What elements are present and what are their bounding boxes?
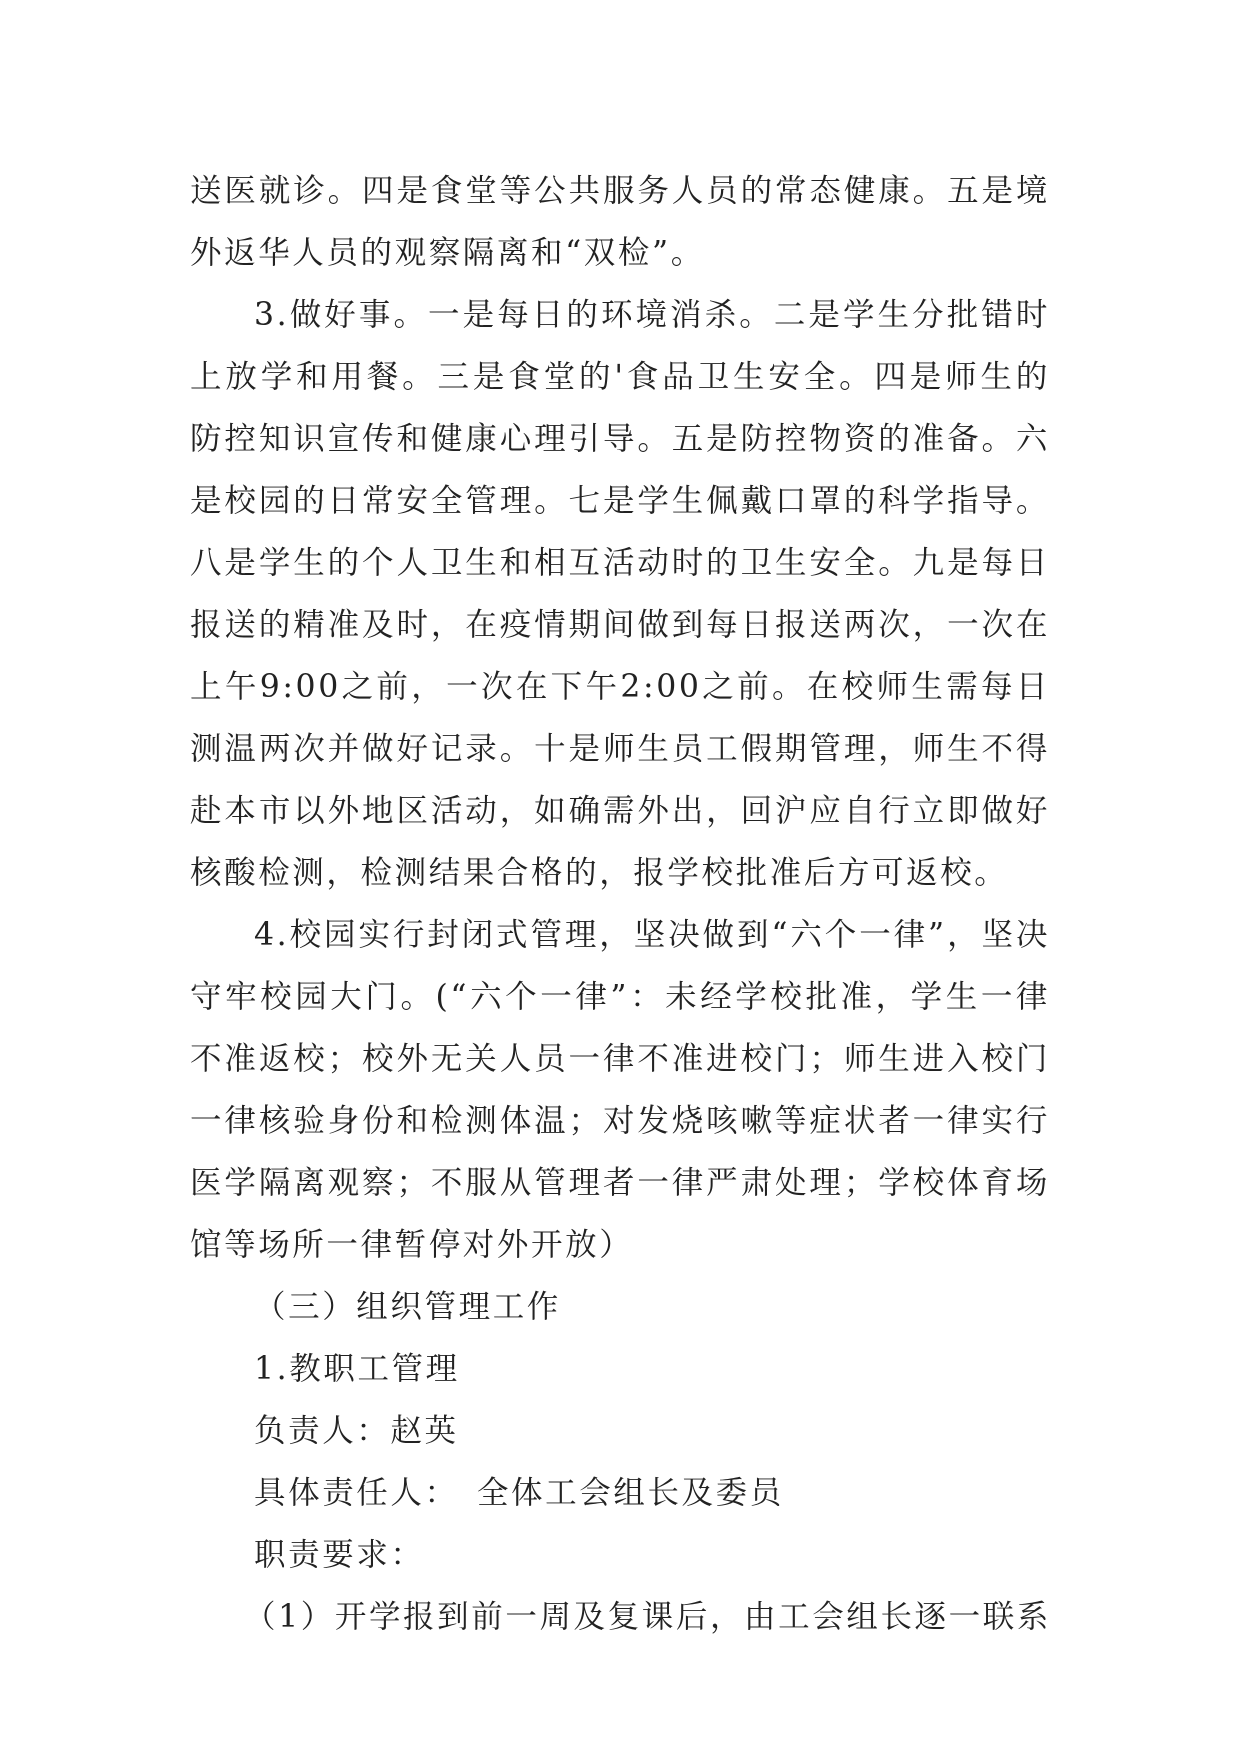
subsection-heading: 1.教职工管理 — [254, 1351, 460, 1387]
section-heading: （三）组织管理工作 — [254, 1289, 561, 1325]
document-body — [190, 160, 1050, 1648]
specific-responsible: 具体责任人： 全体工会组长及委员 — [254, 1475, 784, 1511]
paragraph-item-3: 3.做好事。一是每日的环境消杀。二是学生分批错时上放学和用餐。三是食堂的'食品卫生安全。四是师生的防控知识宣传和健康心理引导。五是防控物资的准备。六是校园的日常安全管理。七是学生佩戴口罩的科学指导。八是学生的个人卫生和相互活动时的卫生安全。九是每日报送的精准及时，在疫情期间做到每日报送两次，一次在上午9:00之前，一次在下午2:00之前。在校师生需每日测温两次并做好记录。十是师生员工假期管理，师生不得赴本市以外地区活动，如确需外出，回沪应自行立即做好核酸检测，检测结果合格的，报学校批准后方可返校。 — [190, 297, 1050, 891]
paragraph-item-4: 4.校园实行封闭式管理，坚决做到“六个一律”，坚决守牢校园大门。(“六个一律”：未经学校批准，学生一律不准返校；校外无关人员一律不准进校门；师生进入校门一律核验身份和检测体温；对发烧咳嗽等症状者一律实行医学隔离观察；不服从管理者一律严肃处理；学校体育场馆等场所一律暂停对外开放） — [190, 917, 1050, 1263]
paragraph-continuation: 送医就诊。四是食堂等公共服务人员的常态健康。五是境外返华人员的观察隔离和“双检”。 — [190, 173, 1050, 271]
duty-requirements-label: 职责要求： — [254, 1537, 425, 1573]
duty-item-1: （1）开学报到前一周及复课后，由工会组长逐一联系 — [244, 1599, 1051, 1635]
person-in-charge: 负责人：赵英 — [254, 1413, 459, 1449]
